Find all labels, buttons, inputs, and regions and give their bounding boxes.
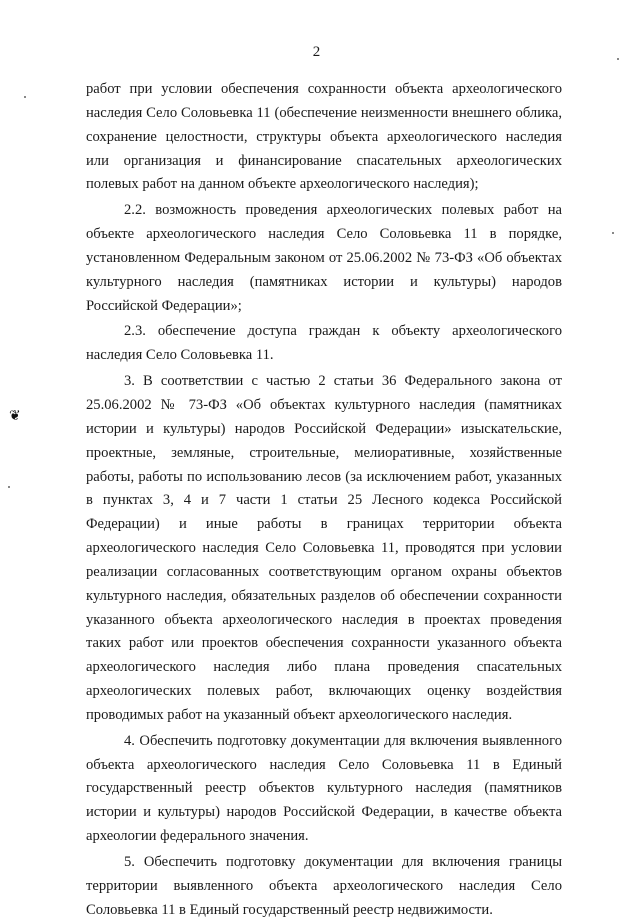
paragraph-2-3: 2.3. обеспечение доступа граждан к объекту археологического наследия Село Соловьевка 11.	[86, 323, 562, 364]
paragraph-2-2: 2.2. возможность проведения археологических полевых работ на объекте археологического наследия Село Соловьевка 11 в порядке, установленном Федеральным законом от 25.06.2002 № 73-ФЗ «Об объектах культурного наследия (памятниках истории и культуры) народов Российской Федерации»;	[86, 202, 562, 314]
scan-speck	[8, 486, 10, 488]
scan-speck	[617, 58, 619, 60]
paragraph-3: 3. В соответствии с частью 2 статьи 36 Федерального закона от 25.06.2002 № 73-ФЗ «Об объектах культурного наследия (памятниках истории и культуры) народов Российской Федерации» изыскательские, проектные, земляные, строительные, мелиоративные, хозяйственные работы, работы по использованию лесов (за исключением работ, указанных в пунктах 3, 4 и 7 части 1 статьи 25 Лесного кодекса Российской Федерации) и иные работы в границах территории объекта археологического наследия Село Соловьевка 11, проводятся при условии реализации согласованных соответствующим органом охраны объектов культурного наследия, обязательных разделов об обеспечении сохранности указанного объекта археологического наследия в проектах проведения таких работ или проектов обеспечения сохранности указанного объекта археологического наследия либо плана проведения спасательных археологических полевых работ, включающих оценку воздействия проводимых работ на указанный объект археологического наследия.	[86, 373, 562, 723]
margin-ink-mark: ❦	[9, 409, 21, 424]
paragraph-4: 4. Обеспечить подготовку документации для включения выявленного объекта археологического наследия Село Соловьевка 11 в Единый государственный реестр объектов культурного наследия (памятников истории и культуры) народов Российской Федерации, в качестве объекта археологии федерального значения.	[86, 732, 562, 845]
scan-speck	[612, 232, 614, 234]
scan-speck	[24, 96, 26, 98]
page-number: 2	[312, 44, 321, 60]
paragraph-5: 5. Обеспечить подготовку документации для включения границы территории выявленного объекта археологического наследия Село Соловьевка 11 в Единый государственный реестр недвижимости.	[86, 854, 562, 918]
paragraph-continuation: работ при условии обеспечения сохранности объекта археологического наследия Село Соловьевка 11 (обеспечение неизменности внешнего облика, сохранение целостности, структуры объекта археологического наследия или организация и финансирование спасательных археологических полевых работ на данном объекте археологического наследия);	[86, 81, 562, 193]
document-body	[86, 78, 562, 923]
